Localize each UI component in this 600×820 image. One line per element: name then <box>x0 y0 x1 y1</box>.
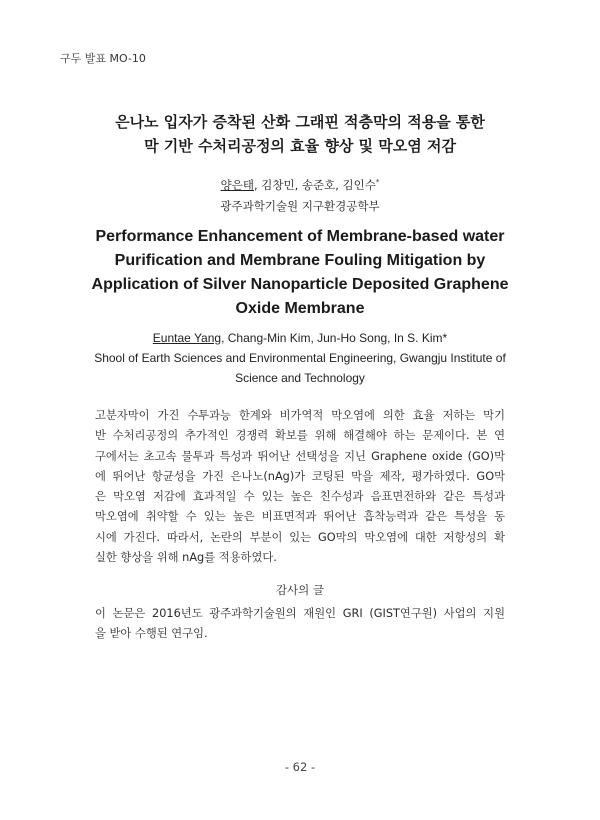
abstract-line: 반 수처리공정의 추가적인 경쟁력 확보를 위해 해결해야 하는 문제이다. 본 연 <box>95 429 505 443</box>
english-affiliation-line: Science and Technology <box>235 371 365 385</box>
acknowledgement-heading: 감사의 글 <box>275 583 325 597</box>
session-tag: 구두 발표 MO-10 <box>60 52 146 65</box>
english-title-line: Performance Enhancement of Membrane-based water <box>95 228 505 245</box>
korean-author-block <box>0 172 600 217</box>
english-title-line: Oxide Membrane <box>235 300 365 317</box>
abstract-line: 실한 향상을 위해 nAg를 적용하였다. <box>95 551 277 565</box>
acknowledgement-body <box>95 604 505 645</box>
korean-title <box>0 110 600 158</box>
english-presenter: Euntae Yang <box>152 331 222 345</box>
acknowledgement-line: 을 받아 수행된 연구임. <box>95 627 208 641</box>
english-authors <box>0 328 600 348</box>
abstract-line: 고분자막이 가진 수투과능 한계와 비가역적 막오염에 의한 효율 저하는 막기 <box>95 409 505 422</box>
korean-presenter: 양은태 <box>220 177 254 192</box>
acknowledgement-line: 이 논문은 2016년도 광주과학기술원의 재원인 GRI (GIST연구원) 사업의 지원 <box>95 607 505 620</box>
korean-title-line: 막 기반 수처리공정의 효율 향상 및 막오염 저감 <box>144 137 456 155</box>
korean-authors <box>0 172 600 196</box>
english-title <box>0 225 600 321</box>
abstract-line: 구에서는 초고속 물투과 특성과 뛰어난 선택성을 지닌 Graphene oxide (GO)막 <box>95 449 505 463</box>
abstract-body <box>95 406 505 568</box>
english-coauthors: , Chang-Min Kim, Jun-Ho Song, In S. Kim* <box>221 331 448 345</box>
page-number: - 62 - <box>284 760 316 774</box>
abstract-line: 에 뛰어난 항균성을 가진 은나노(nAg)가 코팅된 막을 제작, 평가하였다. GO막 <box>95 469 505 483</box>
english-title-line: Purification and Membrane Fouling Mitigation by <box>114 252 486 269</box>
english-author-block <box>0 328 600 388</box>
korean-title-line: 은나노 입자가 증착된 산화 그래핀 적층막의 적용을 통한 <box>115 113 485 131</box>
korean-coauthors: , 김창민, 송준호, 김인수 <box>253 177 376 192</box>
korean-affiliation: 광주과학기술원 지구환경공학부 <box>220 198 380 213</box>
english-affiliation-line: Shool of Earth Sciences and Environmental Engineering, Gwangju Institute of <box>94 351 506 365</box>
english-title-line: Application of Silver Nanoparticle Deposited Graphene <box>91 276 509 293</box>
abstract-line: 막오염에 취약할 수 있는 높은 비표면적과 뛰어난 흡착능력과 같은 특성을 동 <box>95 510 505 524</box>
abstract-line: 은 막오염 저감에 효과적일 수 있는 높은 친수성과 음표면전하와 같은 특성과 <box>95 490 505 504</box>
corresponding-mark: * <box>375 178 380 186</box>
abstract-line: 시에 가진다. 따라서, 논란의 부분이 있는 GO막의 막오염에 대한 저항성의 확 <box>95 530 505 544</box>
